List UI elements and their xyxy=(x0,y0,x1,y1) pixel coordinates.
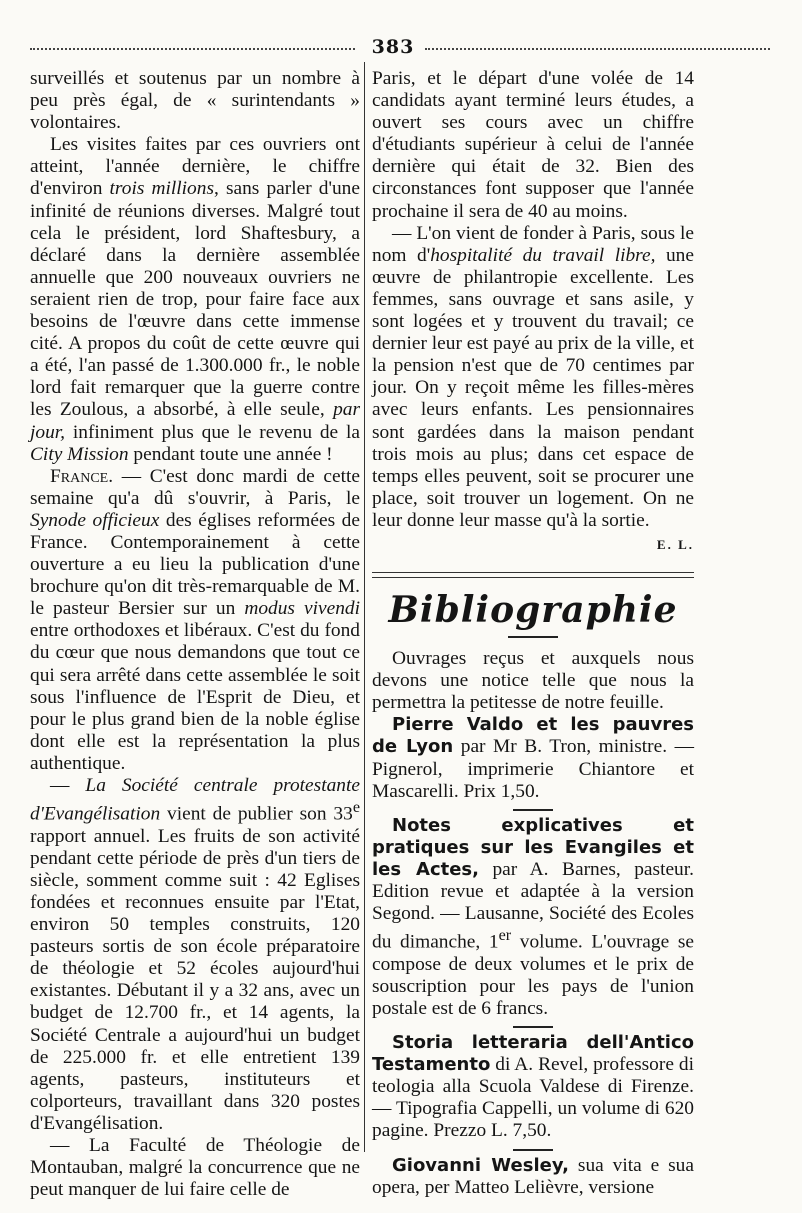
bibliography-entry-wesley: Giovanni Wesley, sua vita e sua opera, per Matteo Lelièvre, versione xyxy=(372,1154,694,1198)
paragraph-montauban: — La Faculté de Théologie de Montauban, malgré la concurrence que ne peut manquer de lui faire celle de xyxy=(30,1134,360,1201)
section-rule xyxy=(372,572,694,578)
paragraph-france: France. — C'est donc mardi de cette semaine qu'a dû s'ouvrir, à Paris, le Synode officieux des églises reformées de France. Contemporainement à cette ouverture a eu lieu la publication d'une brochure qu'on dit très-remarquable de M. le pasteur Bersier sur un modus vivendi entre orthodoxes et libéraux. C'est du fond du cœur que nous demandons que tout ce qui sera arrêté dans cette assemblée le soit sous l'influence de l'Esprit de Dieu, et pour le plus grand bien de la noble église dont elle est la représentation la plus authentique. xyxy=(30,465,360,774)
title-underline xyxy=(508,636,558,638)
paragraph-city-mission: Les visites faites par ces ouvriers ont atteint, l'année dernière, le chiffre d'environ trois millions, sans parler d'une infinité de réunions diverses. Malgré tout cela le président, lord Shaftesbury, a déclaré dans la dernière assemblée annuelle que 200 nouveaux ouvriers ne seraient rien de trop, pour faire face aux besoins de l'œuvre dans cette immense cité. A propos du coût de cette œuvre qui a été, l'an passé de 1.300.000 fr., le noble lord fait remarquer que la guerre contre les Zoulous, a absorbé, à elle seule, par jour, infiniment plus que le revenu de la City Mission pendant toute une année ! xyxy=(30,134,360,465)
section-label-france: France. xyxy=(50,465,114,487)
page-header xyxy=(30,36,770,60)
left-column xyxy=(30,68,360,1201)
entry-separator xyxy=(513,1026,553,1028)
bibliography-entry-barnes: Notes explicatives et pratiques sur les Evangiles et les Actes, par A. Barnes, pasteur. Edition revue et adaptée à la version Segond. — Lausanne, Société des Ecoles du dimanche, 1er volume. L'ouvrage se compose de deux volumes et le prix de souscription pour les pays de l'union postale est de 6 francs. xyxy=(372,814,694,1019)
bibliography-entry-valdo: Pierre Valdo et les pauvres de Lyon par Mr B. Tron, ministre. — Pignerol, imprimerie Chiantore et Mascarelli. Prix 1,50. xyxy=(372,714,694,802)
entry-separator xyxy=(513,809,553,811)
column-divider xyxy=(364,62,365,1152)
paragraph-hospitalite: — L'on vient de fonder à Paris, sous le nom d'hospitalité du travail libre, une œuvre de philantropie excellente. Les femmes, sans ouvrage et sans asile, y sont logées et y trouvent du travail; ce dernier leur est payé au prix de la ville, et la pension n'est que de 70 centimes par jour. On y reçoit même les filles-mères avec leurs enfants. Les pensionnaires sont gardées dans la maison pendant trois mois au plus; dans cet espace de temps elles peuvent, soit se procurer une place, soit trouver un logement. On ne leur donne leur masse qu'à la sortie. xyxy=(372,222,694,531)
header-rule-right xyxy=(425,48,770,50)
header-rule-left xyxy=(30,48,355,50)
author-signature: E. L. xyxy=(656,536,694,552)
right-column xyxy=(372,68,694,1199)
bibliography-entry-revel: Storia letteraria dell'Antico Testamento di A. Revel, professore di teologia alla Scuola Valdese di Firenze. — Tipografia Cappelli, un volume di 620 pagine. Prezzo L. 7,50. xyxy=(372,1032,694,1142)
page-number: 383 xyxy=(371,36,415,58)
section-title-bibliographie: Bibliographie xyxy=(388,589,678,632)
paragraph-continuation: surveillés et soutenus par un nombre à peu près égal, de « surintendants » volontaires. xyxy=(30,68,360,134)
bibliography-intro: Ouvrages reçus et auxquels nous devons une notice telle que nous la permettra la petitesse de notre feuille. xyxy=(372,648,694,714)
paragraph-paris-continuation: Paris, et le départ d'une volée de 14 candidats ayant terminé leurs études, a ouvert ses cours avec un chiffre d'étudiants supérieur à celui de l'année dernière qui était de 32. Bien des circonstances font supposer que l'année prochaine il sera de 40 au moins. xyxy=(372,68,694,222)
paragraph-societe-centrale: — La Société centrale protestante d'Evangélisation vient de publier son 33e rapport annuel. Les fruits de son activité pendant cette période de près d'un tiers de siècle, somment comme suit : 42 Eglises fondées et reconnues ensuite par l'Etat, environ 50 temples construits, 120 pasteurs sortis de son école préparatoire de théologie et 52 écoles aujourd'hui existantes. Débutant il y a 32 ans, avec un budget de 12.700 fr., et 14 agents, la Société Centrale a aujourd'hui un budget de 225.000 fr. et elle entretient 139 agents, pasteurs, instituteurs et colporteurs, travaillant dans 320 postes d'Evangélisation. xyxy=(30,775,360,1134)
entry-separator xyxy=(513,1149,553,1151)
